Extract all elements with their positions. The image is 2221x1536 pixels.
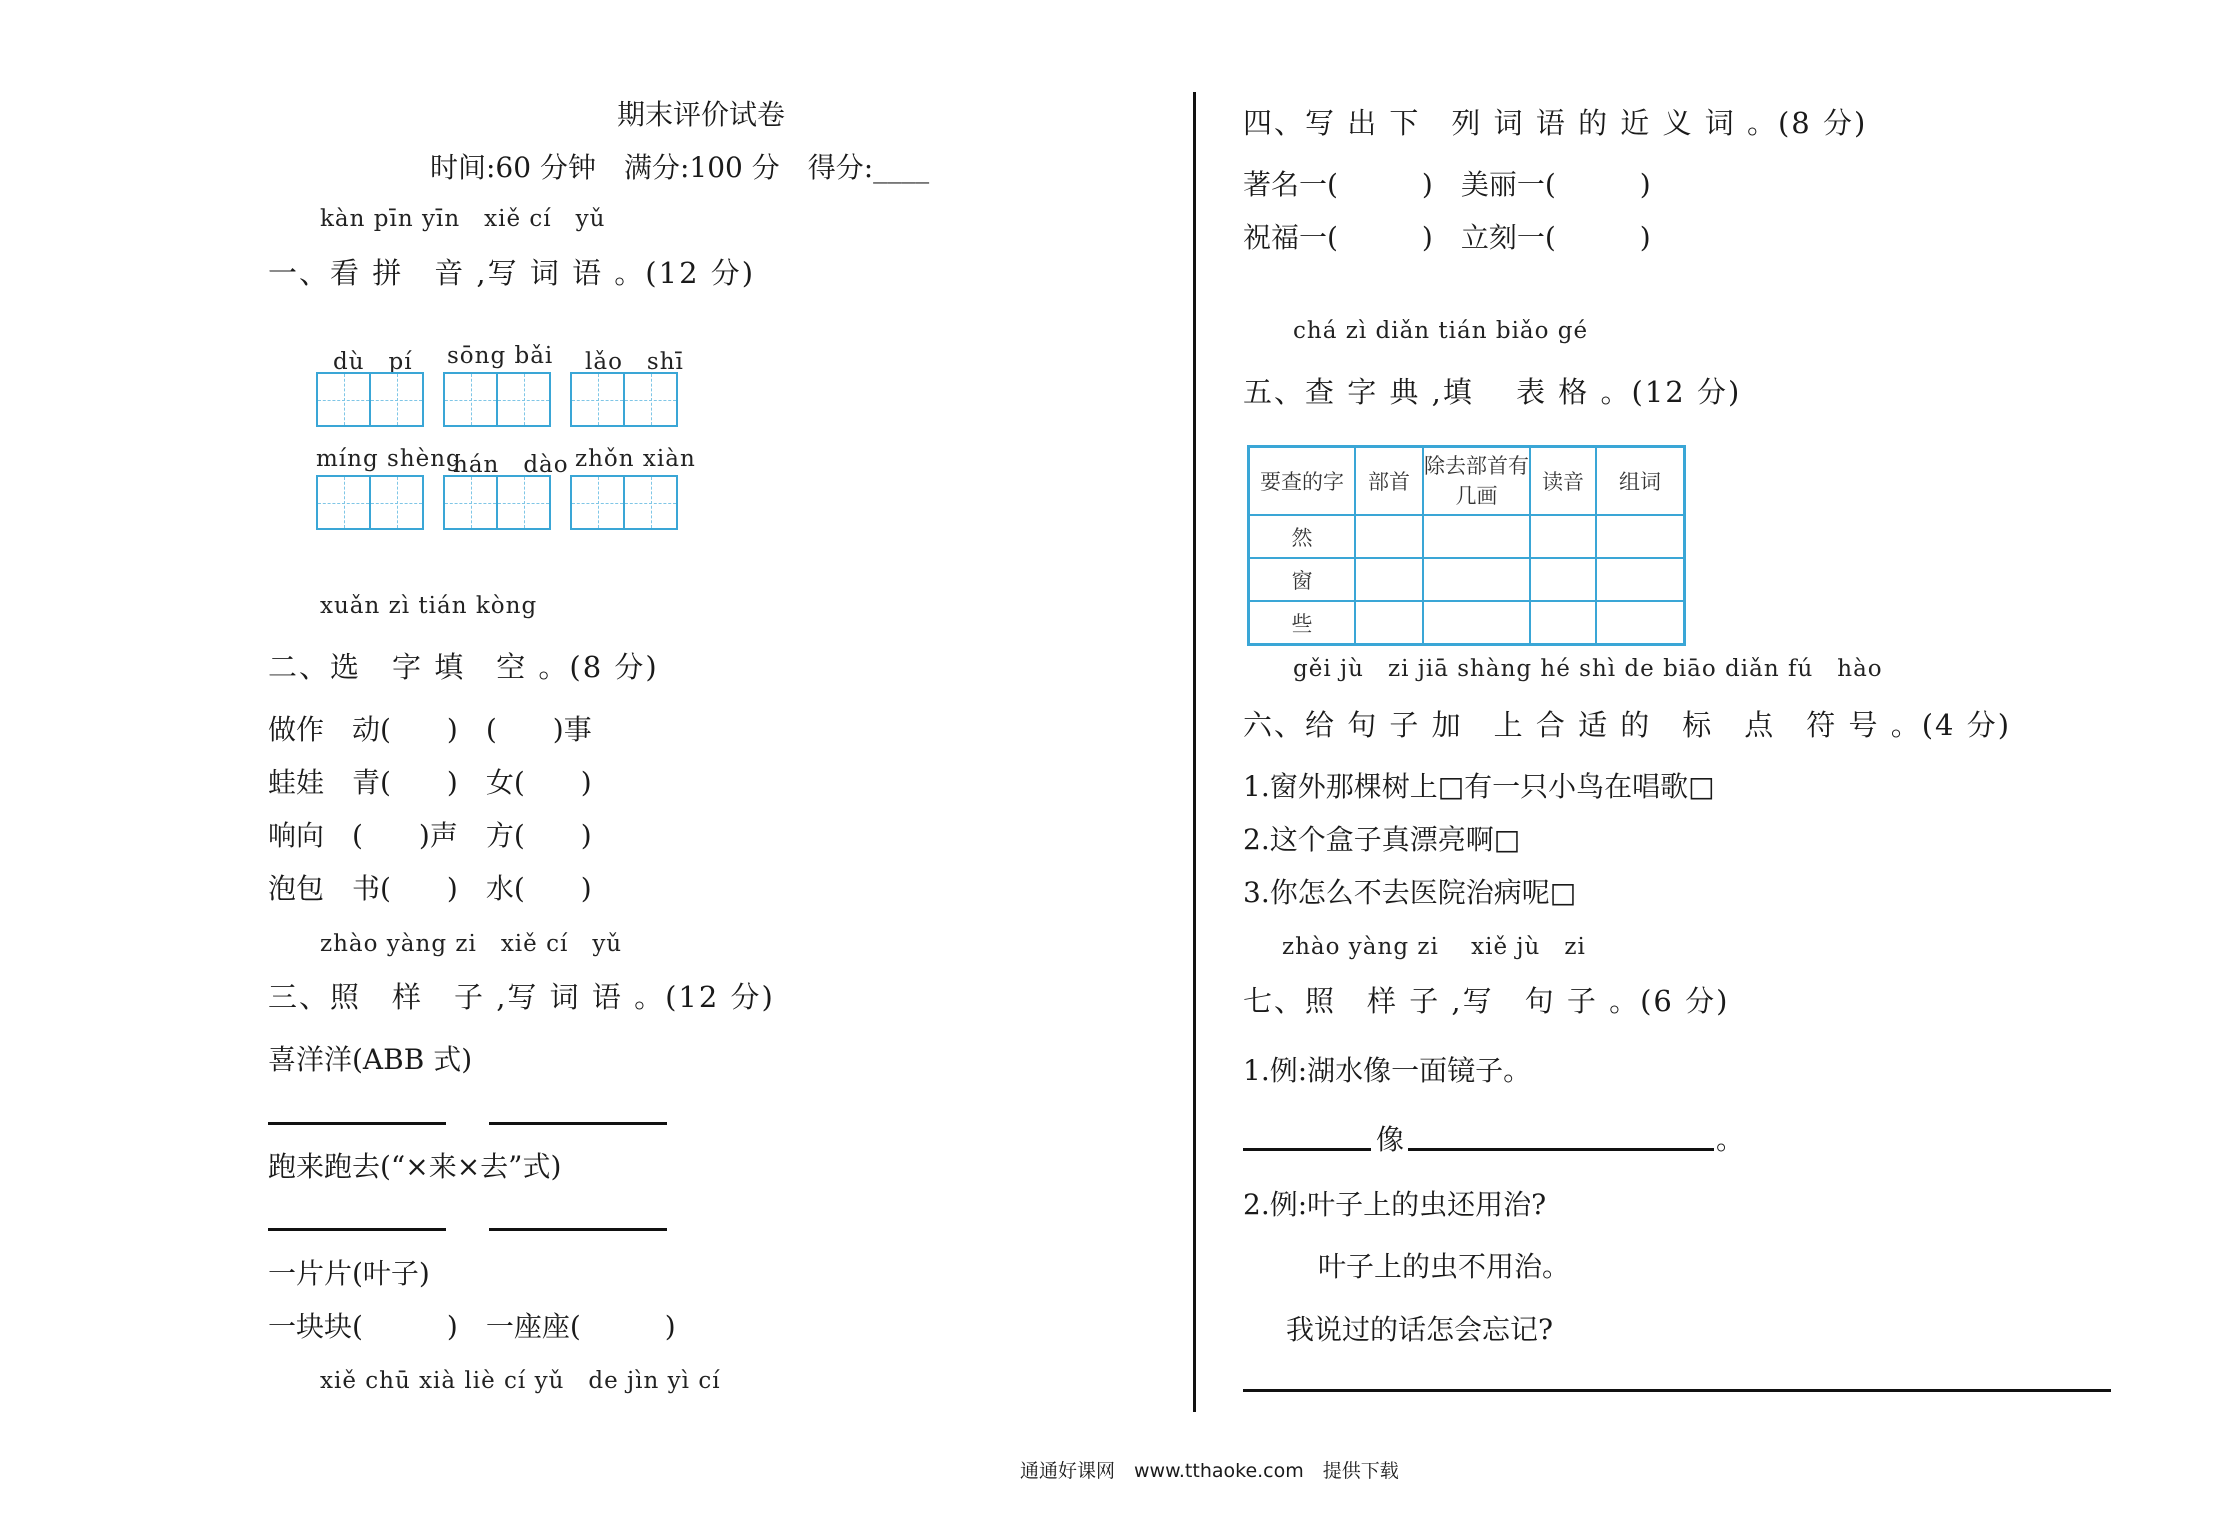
table-header: 部首	[1355, 447, 1423, 516]
table-cell: 然	[1249, 515, 1356, 558]
answer-line[interactable]	[1243, 1389, 2111, 1392]
s3-example: 一片片(叶子)	[268, 1257, 430, 1290]
answer-line[interactable]	[489, 1122, 667, 1125]
table-cell[interactable]	[1530, 601, 1596, 645]
writing-grid[interactable]	[570, 475, 678, 530]
grid-pinyin: dù pí	[333, 349, 413, 375]
grid-pinyin: zhǒn xiàn	[575, 446, 696, 472]
table-cell[interactable]	[1355, 515, 1423, 558]
s7-pinyin: zhào yàng zi xiě jù zi	[1282, 934, 1586, 960]
dictionary-table	[1247, 445, 1686, 646]
page-title: 期末评价试卷	[617, 98, 786, 131]
grid-pinyin: lǎo shī	[585, 349, 684, 375]
s7-example: 2.例:叶子上的虫还用治?	[1243, 1188, 1547, 1221]
s7-heading: 七、照 样 子 ,写 句 子 。(6 分)	[1243, 984, 1730, 1018]
s6-item: 1.窗外那棵树上□有一只小鸟在唱歌□	[1243, 770, 1715, 803]
table-cell[interactable]	[1596, 558, 1685, 601]
table-cell[interactable]	[1530, 558, 1596, 601]
s4-line: 祝福一( ) 立刻一( )	[1243, 221, 1651, 254]
s2-line: 做作 动( ) ( )事	[268, 713, 592, 746]
table-header: 除去部首有几画	[1423, 447, 1530, 516]
s3-pinyin: zhào yàng zi xiě cí yǔ	[320, 931, 623, 957]
s2-line: 响向 ( )声 方( )	[268, 819, 592, 852]
s4-pinyin: xiě chū xià liè cí yǔ de jìn yì cí	[320, 1368, 721, 1394]
grid-pinyin: míng shèng	[316, 446, 462, 472]
writing-grid[interactable]	[443, 475, 551, 530]
table-row	[1249, 558, 1685, 601]
grid-pinyin: nán dào	[453, 452, 569, 478]
table-header: 要查的字	[1249, 447, 1356, 516]
writing-grid[interactable]	[443, 372, 551, 427]
answer-line[interactable]	[1243, 1148, 1371, 1151]
table-header: 读音	[1530, 447, 1596, 516]
table-cell: 窗	[1249, 558, 1356, 601]
table-cell[interactable]	[1423, 601, 1530, 645]
table-cell[interactable]	[1596, 601, 1685, 645]
answer-line[interactable]	[489, 1228, 667, 1231]
table-cell[interactable]	[1596, 515, 1685, 558]
table-row	[1249, 515, 1685, 558]
s2-line: 泡包 书( ) 水( )	[268, 872, 592, 905]
table-cell[interactable]	[1355, 601, 1423, 645]
table-cell: 些	[1249, 601, 1356, 645]
s3-example: 跑来跑去(“×来×去”式)	[268, 1150, 562, 1183]
s5-pinyin: chá zì diǎn tián biǎo gé	[1293, 318, 1589, 344]
answer-line[interactable]	[268, 1122, 446, 1125]
s2-line: 蛙娃 青( ) 女( )	[268, 766, 592, 799]
s1-heading: 一、看 拼 音 ,写 词 语 。(12 分)	[268, 256, 756, 290]
writing-grid[interactable]	[316, 475, 424, 530]
s7-question: 我说过的话怎会忘记?	[1286, 1313, 1554, 1346]
s7-like-char: 像	[1376, 1123, 1405, 1156]
s6-item: 3.你怎么不去医院治病呢□	[1243, 876, 1577, 909]
table-header: 组词	[1596, 447, 1685, 516]
s6-item: 2.这个盒子真漂亮啊□	[1243, 823, 1521, 856]
answer-line[interactable]	[268, 1228, 446, 1231]
s3-example: 一块块( ) 一座座( )	[268, 1310, 676, 1343]
footer-credit: 通通好课网 www.tthaoke.com 提供下载	[1020, 1460, 1399, 1482]
table-cell[interactable]	[1530, 515, 1596, 558]
s7-example: 1.例:湖水像一面镜子。	[1243, 1054, 1532, 1087]
s3-example: 喜洋洋(ABB 式)	[268, 1043, 473, 1076]
column-divider	[1193, 92, 1196, 1412]
s5-heading: 五、查 字 典 ,填 表 格 。(12 分)	[1243, 375, 1742, 409]
grid-pinyin: sōng bǎi	[447, 343, 554, 369]
writing-grid[interactable]	[570, 372, 678, 427]
s2-heading: 二、选 字 填 空 。(8 分)	[268, 650, 659, 684]
table-cell[interactable]	[1423, 515, 1530, 558]
s6-heading: 六、给 句 子 加 上 合 适 的 标 点 符 号 。(4 分)	[1243, 708, 2012, 742]
s2-pinyin: xuǎn zì tián kòng	[320, 593, 538, 619]
table-row	[1249, 601, 1685, 645]
s7-example-answer: 叶子上的虫不用治。	[1318, 1250, 1571, 1283]
s4-line: 著名一( ) 美丽一( )	[1243, 168, 1651, 201]
s3-heading: 三、照 样 子 ,写 词 语 。(12 分)	[268, 980, 775, 1014]
answer-line[interactable]	[1408, 1148, 1714, 1151]
exam-meta: 时间:60 分钟 满分:100 分 得分:____	[430, 151, 930, 184]
table-cell[interactable]	[1355, 558, 1423, 601]
s7-period: 。	[1716, 1123, 1745, 1156]
s6-pinyin: gěi jù zi jiā shàng hé shì de biāo diǎn fú hào	[1293, 656, 1883, 682]
s4-heading: 四、写 出 下 列 词 语 的 近 义 词 。(8 分)	[1243, 106, 1868, 140]
s1-pinyin: kàn pīn yīn xiě cí yǔ	[320, 206, 606, 232]
table-cell[interactable]	[1423, 558, 1530, 601]
writing-grid[interactable]	[316, 372, 424, 427]
